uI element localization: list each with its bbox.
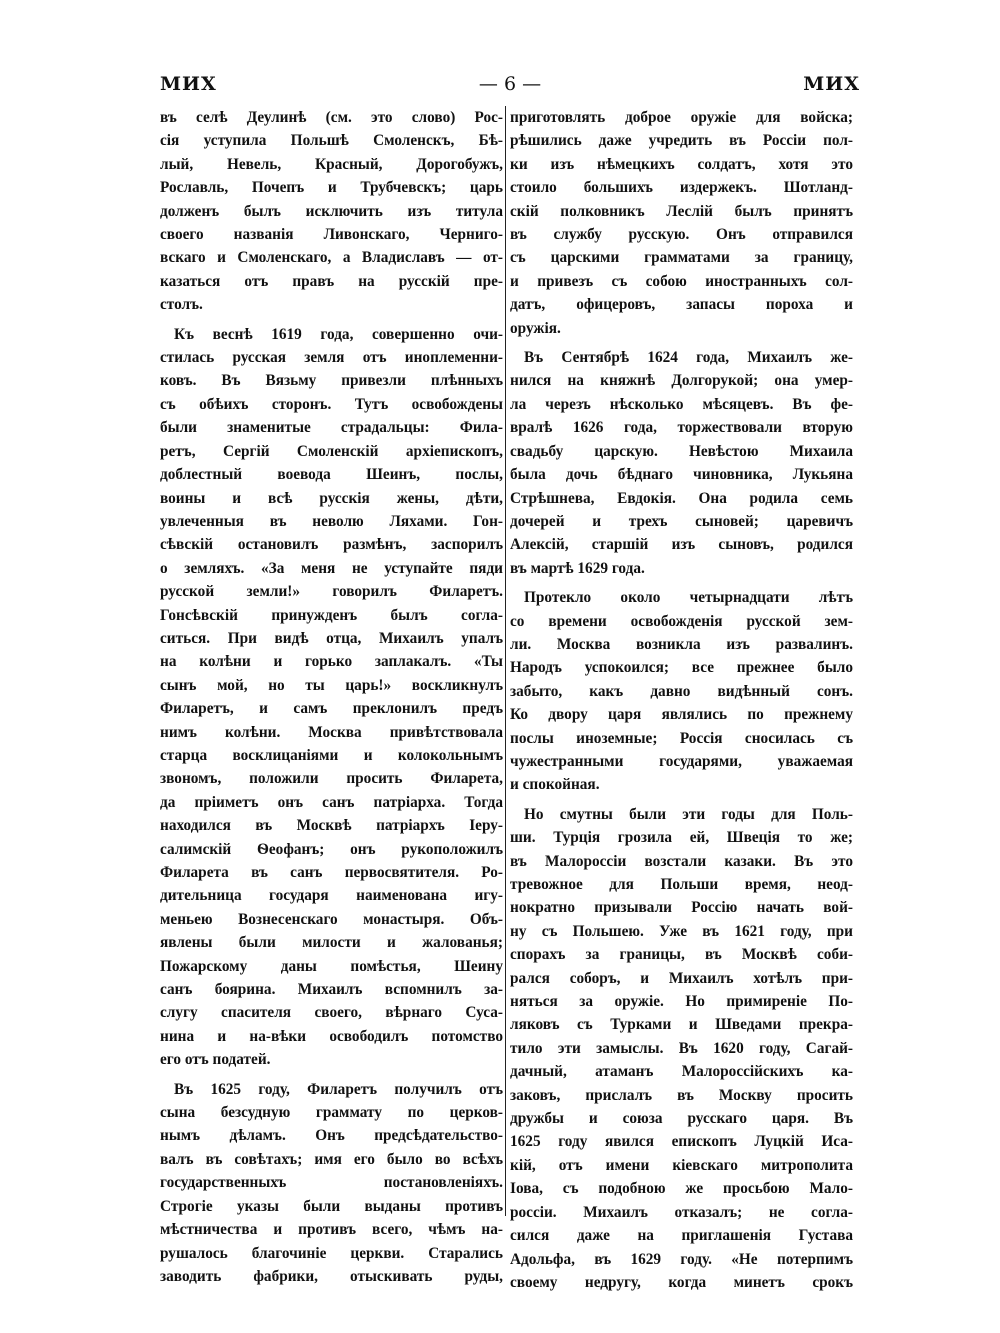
text-line: тило эти замыслы. Въ 1620 году, Сагай- (510, 1039, 853, 1057)
page-number: — 6 — (478, 73, 542, 95)
text-line: ляковъ съ Турками и Шведами прекра- (510, 1016, 853, 1034)
text-line: послы иноземные; Россія сносилась съ (510, 729, 853, 747)
text-line: казаться отъ правъ на русскій пре- (160, 272, 503, 290)
text-line: 1625 году явился епископъ Луцкій Иса- (510, 1133, 853, 1151)
text-line: старца восклицаніями и колокольнымъ (160, 746, 503, 764)
text-line: Но смутны были эти годы для Поль- (524, 805, 853, 823)
text-line: въ мартѣ 1629 года. (510, 559, 645, 577)
text-line: увлеченныя въ неволю Ляхами. Гон- (160, 512, 503, 530)
text-line: звономъ, положили просить Филарета, (160, 770, 503, 788)
text-line: сѣвскій остановилъ размѣнъ, заспорилъ (160, 536, 503, 554)
text-line: салимскій Ѳеофанъ; онъ рукоположилъ (160, 840, 503, 858)
text-line: нимъ колѣни. Москва привѣтствовала (160, 723, 503, 741)
text-line: въ селѣ Деулинѣ (см. это слово) Рос- (160, 109, 503, 126)
text-line: скій полковникъ Леслій былъ принятъ (510, 202, 853, 220)
text-line: рался соборъ, и Михаилъ хотѣлъ при- (510, 969, 853, 987)
text-line: съ царскими грамматами за границу, (510, 249, 853, 267)
text-line: и привезъ съ собою иностранныхъ сол- (510, 272, 853, 290)
text-line: ну съ Польшею. Уже въ 1621 году, при (510, 922, 853, 940)
text-line: о земляхъ. «За меня не уступайте пяди (160, 559, 503, 577)
text-line: Алексій, старшій изъ сыновъ, родился (510, 536, 853, 554)
text-line: Народъ успокоился; все прежнее было (510, 659, 853, 677)
text-line: вралѣ 1626 года, торжествовали вторую (510, 419, 853, 437)
header-left-word: МИХ (160, 73, 217, 95)
header-right-word: МИХ (803, 73, 860, 95)
text-line: заковъ, прислалъ въ Москву просить (510, 1086, 853, 1104)
text-line: Филаретъ, и самъ преклонилъ предъ (160, 700, 503, 718)
text-line: Въ 1625 году, Филаретъ получилъ отъ (174, 1080, 503, 1098)
text-line: Адольфа, въ 1629 году. «Не потерпимъ (510, 1250, 853, 1268)
paragraph-right-4 (510, 803, 853, 1295)
text-line: нился на княжнѣ Долгорукой; она умер- (510, 372, 853, 390)
text-line: ковъ. Въ Вязьму привезли плѣнныхъ (160, 372, 503, 390)
text-line: ретъ, Сергій Смоленскій архіепископъ, (160, 442, 503, 460)
text-line: чужестранными государями, уважаемая (510, 752, 853, 770)
text-line: кій, отъ имени кіевскаго митрополита (510, 1156, 853, 1174)
text-line: русской земли!» говорилъ Филаретъ. (160, 583, 503, 601)
text-line: были знаменитые страдальцы: Фила- (160, 419, 503, 437)
text-line: своему недругу, когда минетъ срокъ (510, 1273, 853, 1291)
text-line: своего названія Ливонскаго, Черниго- (160, 226, 503, 244)
text-line: да пріиметъ онъ санъ патріарха. Тогда (160, 793, 503, 811)
text-line: сына безсудную граммату по церков- (160, 1104, 503, 1122)
running-header (160, 73, 860, 101)
text-line: нина и на-вѣки освободилъ потомство (160, 1027, 503, 1045)
text-line: слугу спасителя своего, вѣрнаго Суса- (160, 1004, 503, 1022)
text-line: явлены были милости и жалованья; (160, 934, 503, 952)
text-line: Въ Сентябрѣ 1624 года, Михаилъ же- (524, 349, 853, 367)
text-line: Къ веснѣ 1619 года, совершенно очи- (174, 325, 503, 343)
text-line: забыто, какъ давно видѣнный сонъ. (510, 682, 853, 700)
text-line: долженъ былъ исключить изъ титула (160, 202, 503, 220)
paragraph-right-2 (510, 346, 853, 580)
text-line: Пожарскому даны помѣстья, Шеину (160, 957, 503, 975)
text-line: дачный, атаманъ Малороссійскихъ ка- (510, 1063, 853, 1081)
text-line: Протекло около четырнадцати лѣтъ (524, 589, 853, 607)
text-line: стоило большихъ издержекъ. Шотланд- (510, 179, 853, 197)
text-line: сынъ мой, но ты царь!» воскликнулъ (160, 676, 503, 694)
text-line: приготовлять доброе оружіе для войска; (510, 109, 853, 126)
text-line: ситься. При видѣ отца, Михаилъ упалъ (160, 629, 503, 647)
text-line: Іова, съ подобною же просьбою Мало- (510, 1180, 853, 1198)
text-line: ла черезъ нѣсколько мѣсяцевъ. Въ фе- (510, 395, 853, 413)
text-line: дительница государя наименована игу- (160, 887, 503, 905)
paragraph-left-2 (160, 323, 503, 1072)
text-line: нократно призывали Россію начать вой- (510, 899, 853, 917)
text-line: заводить фабрики, отыскивать руды, (160, 1267, 503, 1285)
text-line: Ко двору царя являлись по прежнему (510, 706, 853, 724)
text-line: была дочь бѣднаго чиновника, Лукьяна (510, 466, 853, 484)
left-column (160, 106, 503, 1294)
text-line: Строгіе указы были выданы противъ (160, 1197, 503, 1215)
text-line: спорахъ за границы, въ Москвѣ соби- (510, 946, 853, 964)
text-line: съ обѣихъ сторонъ. Тутъ освобождены (160, 395, 503, 413)
column-divider (505, 106, 506, 1216)
text-line: дружбы и союза русскаго царя. Въ (510, 1110, 853, 1128)
paragraph-left-3 (160, 1078, 503, 1289)
text-line: въ службу русскую. Онъ отправился (510, 226, 853, 244)
text-line: рѣшились даже учредить въ Россіи пол- (510, 132, 853, 150)
text-line: сія уступила Польшѣ Смоленскъ, Бѣ- (160, 132, 503, 150)
text-line: его отъ податей. (160, 1051, 271, 1069)
text-line: ши. Турція грозила ей, Швеція то же; (510, 829, 853, 847)
text-line: находился въ Москвѣ патріархъ Іеру- (160, 817, 503, 835)
text-line: датъ, офицеровъ, запасы пороха и (510, 296, 853, 314)
text-line: тревожное для Польши время, неод- (510, 876, 853, 893)
right-column (510, 106, 853, 1300)
text-line: мѣстничества и противъ всего, чѣмъ на- (160, 1221, 503, 1239)
text-line: сился даже на приглашенія Густава (510, 1227, 853, 1245)
paragraph-right-1 (510, 106, 853, 340)
text-line: воины и всѣ русскія жены, дѣти, (160, 489, 503, 507)
text-line: на колѣни и горько заплакалъ. «Ты (160, 653, 503, 671)
text-line: оружія. (510, 319, 561, 337)
text-line: ли. Москва возникла изъ развалинъ. (510, 635, 853, 653)
text-line: въ Малороссіи возстали казаки. Въ это (510, 852, 853, 870)
text-line: няться за оружіе. Но примиреніе По- (510, 993, 853, 1011)
paragraph-right-3 (510, 586, 853, 797)
text-line: стилась русская земля отъ иноплеменни- (160, 349, 503, 367)
text-line: ки изъ нѣмецкихъ солдатъ, хотя это (510, 155, 853, 173)
text-line: и спокойная. (510, 776, 600, 794)
text-line: дочерей и трехъ сыновей; царевичъ (510, 512, 853, 530)
text-line: россіи. Михаилъ отказалъ; не согла- (510, 1203, 853, 1221)
text-line: столъ. (160, 296, 203, 314)
text-line: рушалось благочиніе церкви. Старались (160, 1244, 503, 1262)
text-line: доблестный воевода Шеинъ, послы, (160, 466, 503, 484)
text-line: со времени освобожденія русской зем- (510, 612, 853, 630)
text-line: вскаго и Смоленскаго, а Владиславъ — от- (160, 249, 503, 267)
text-line: меньею Вознесенскаго монастыря. Объ- (160, 910, 503, 928)
text-line: Стрѣшнева, Евдокія. Она родила семь (510, 489, 853, 507)
text-line: Гонсѣвскій принужденъ былъ согла- (160, 606, 503, 624)
text-line: нымъ дѣламъ. Онъ предсѣдательство- (160, 1127, 503, 1145)
text-line: санъ боярина. Михаилъ вспомнилъ за- (160, 981, 503, 999)
text-line: Рославль, Почепъ и Трубчевскъ; царь (160, 179, 503, 197)
text-line: лый, Невель, Красный, Дорогобужъ, (160, 155, 503, 173)
paragraph-left-1 (160, 106, 503, 317)
text-line: Филарета въ санъ первосвятителя. Ро- (160, 864, 503, 881)
text-line: государственныхъ постановленіяхъ. (160, 1174, 503, 1192)
text-line: валъ въ совѣтахъ; имя его было во всѣхъ (160, 1150, 503, 1168)
text-line: свадьбу царскую. Невѣстою Михаила (510, 442, 853, 460)
